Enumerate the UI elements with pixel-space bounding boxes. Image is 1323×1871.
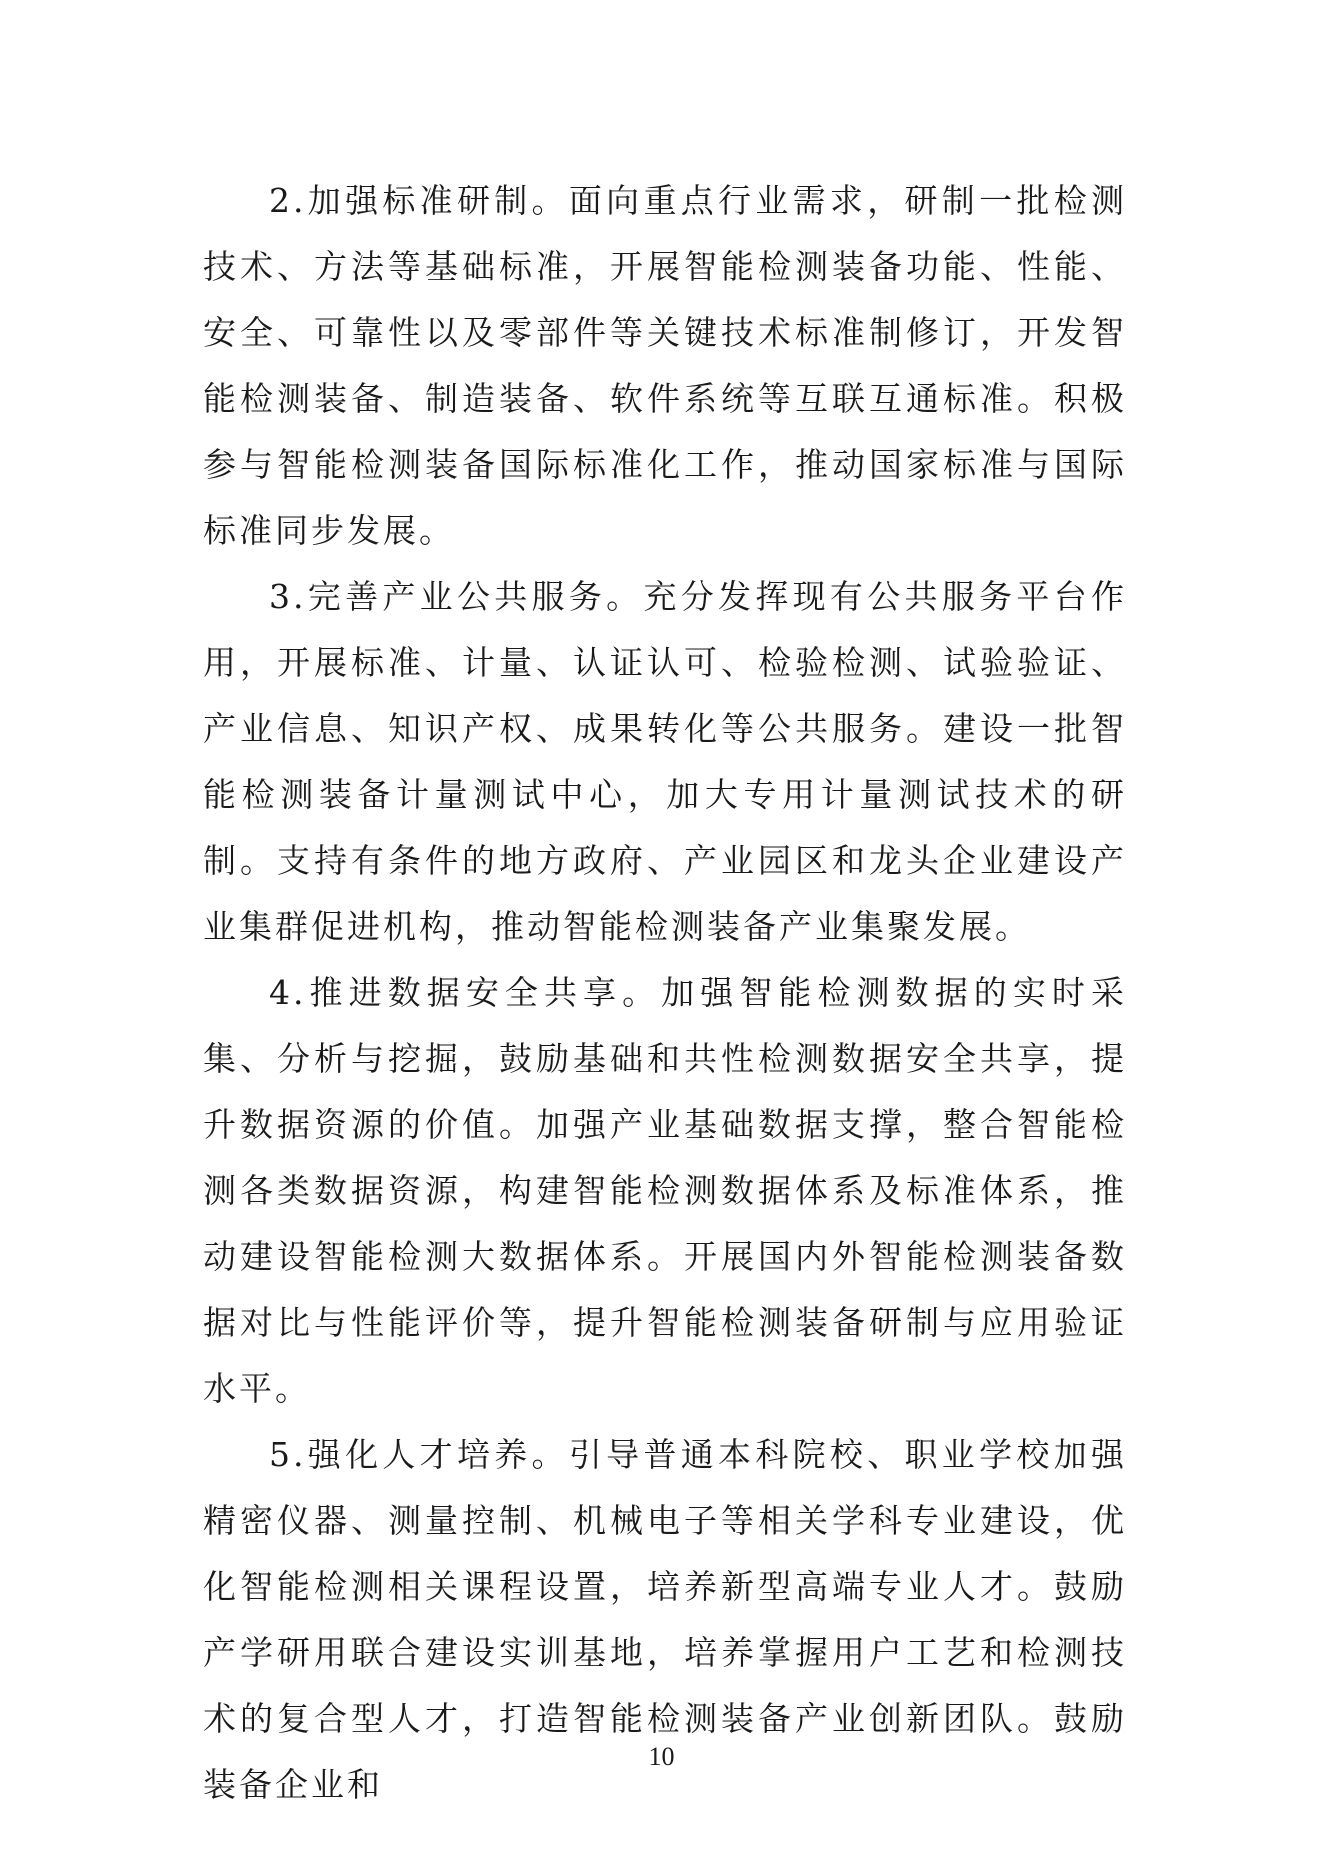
paragraph-public-services: 3.完善产业公共服务。充分发挥现有公共服务平台作用，开展标准、计量、认证认可、检验检测、试验验证、产业信息、知识产权、成果转化等公共服务。建设一批智能检测装备计量测试中心，加大专用计量测试技术的研制。支持有条件的地方政府、产业园区和龙头企业建设产业集群促进机构，推动智能检测装备产业集聚发展。 — [203, 577, 1127, 946]
paragraph-standards: 2.加强标准研制。面向重点行业需求，研制一批检测技术、方法等基础标准，开展智能检测装备功能、性能、安全、可靠性以及零部件等关键技术标准制修订，开发智能检测装备、制造装备、软件系统等互联互通标准。积极参与智能检测装备国际标准化工作，推动国家标准与国际标准同步发展。 — [203, 181, 1127, 550]
document-body — [203, 168, 1127, 1818]
page-number: 10 — [648, 1742, 675, 1771]
paragraph-talent: 5.强化人才培养。引导普通本科院校、职业学校加强精密仪器、测量控制、机械电子等相关学科专业建设，优化智能检测相关课程设置，培养新型高端专业人才。鼓励产学研用联合建设实训基地，培养掌握用户工艺和检测技术的复合型人才，打造智能检测装备产业创新团队。鼓励装备企业和 — [203, 1435, 1127, 1804]
paragraph-data-sharing: 4.推进数据安全共享。加强智能检测数据的实时采集、分析与挖掘，鼓励基础和共性检测数据安全共享，提升数据资源的价值。加强产业基础数据支撑，整合智能检测各类数据资源，构建智能检测数据体系及标准体系，推动建设智能检测大数据体系。开展国内外智能检测装备数据对比与性能评价等，提升智能检测装备研制与应用验证水平。 — [203, 973, 1127, 1408]
